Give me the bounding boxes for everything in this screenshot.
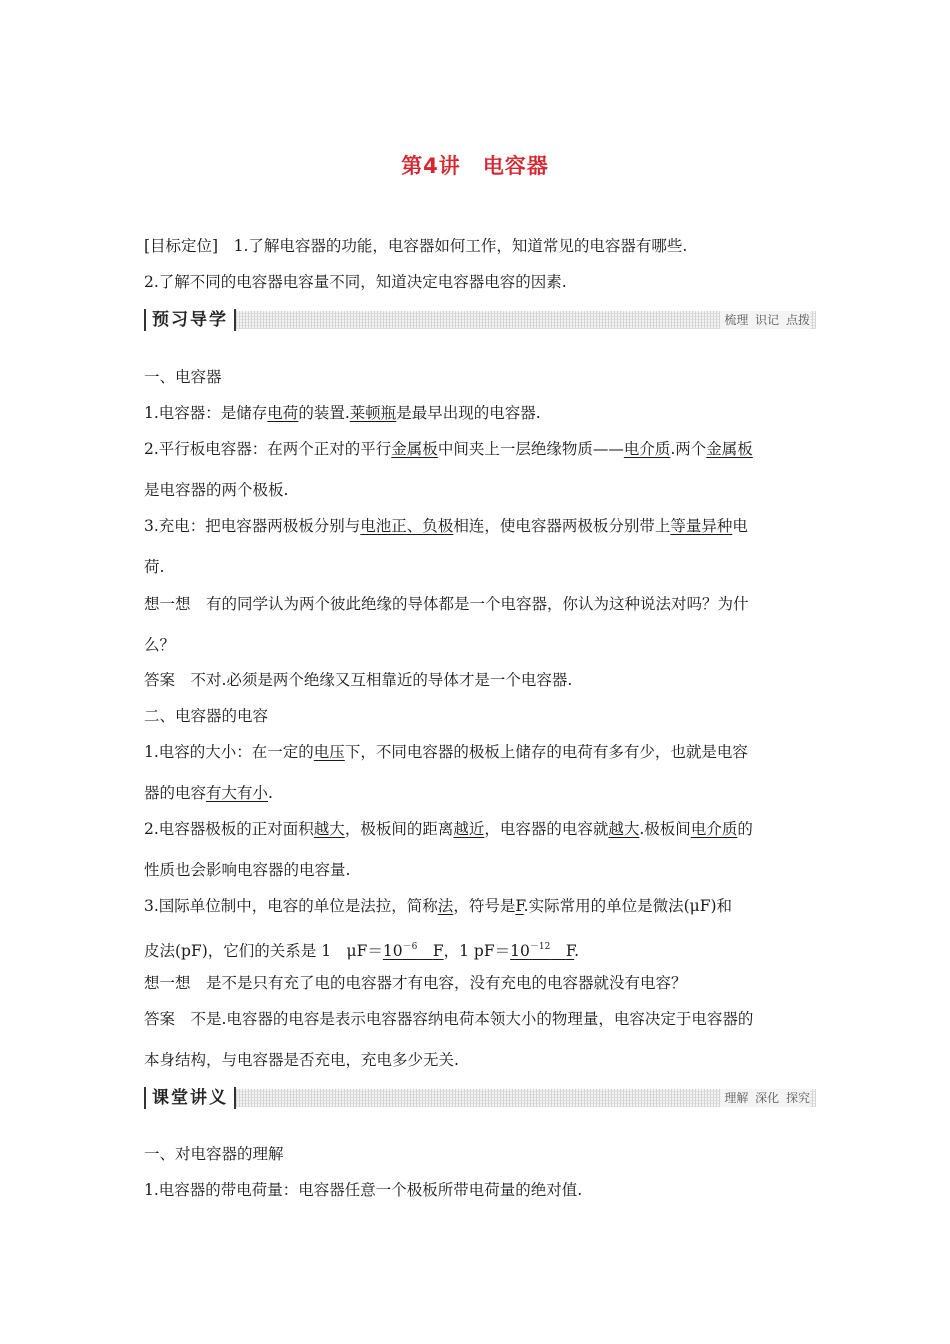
section-heading: 一、电容器 (144, 368, 222, 386)
section-banner-preview (144, 309, 816, 331)
paragraph-continuation: 是电容器的两个极板. (144, 481, 289, 499)
blank-answer: $10^{-6}$ F (382, 942, 444, 960)
blank-answer: 有大有小 (206, 784, 269, 802)
goals-line-2: 2.了解不同的电容器电容量不同，知道决定电容器电容的因素. (144, 273, 567, 291)
blank-answer: 金属板 (706, 440, 753, 458)
banner-tags: 理解 深化 探究 (720, 1089, 810, 1107)
paragraph-continuation: 荷. (144, 558, 165, 576)
blank-answer: F (515, 897, 524, 915)
blank-answer: 电介质 (623, 440, 671, 458)
section-banner-lecture (144, 1087, 816, 1109)
lecture-number: 第4讲 (401, 154, 461, 178)
page-title (0, 150, 950, 180)
paragraph: 1.电容的大小：在一定的电压下，不同电容器的极板上储存的电荷有多有少，也就是电容 (144, 743, 748, 761)
paragraph-continuation: 皮法(pF)，它们的关系是 1 $\mu F=10^{-6}$ F，1 $pF=10^{-12}$ F. (144, 942, 580, 960)
paragraph: 1.电容器：是储存电荷的装置.莱顿瓶是最早出现的电容器. (144, 404, 541, 422)
answer: 答案 不对.必须是两个绝缘又互相靠近的导体才是一个电容器. (144, 671, 573, 689)
banner-tags: 梳理 识记 点拨 (720, 311, 810, 329)
blank-answer: 越近 (453, 820, 485, 838)
banner-label: 预习导学 (144, 309, 236, 331)
blank-answer: 莱顿瓶 (349, 404, 397, 422)
answer: 答案 不是.电容器的电容是表示电容器容纳电荷本领大小的物理量，电容决定于电容器的 (144, 1010, 754, 1028)
lecture-topic: 电容器 (482, 154, 549, 178)
blank-answer: 金属板 (391, 440, 438, 458)
blank-answer: 电介质 (690, 820, 738, 838)
paragraph: 2.电容器极板的正对面积越大，极板间的距离越近，电容器的电容就越大.极板间电介质的 (144, 820, 753, 838)
blank-answer: $10^{-12}$ F (510, 942, 575, 960)
blank-answer: 越大 (313, 820, 345, 838)
paragraph: 2.平行板电容器：在两个正对的平行金属板中间夹上一层绝缘物质——电介质.两个金属板 (144, 440, 753, 458)
blank-answer: 越大 (608, 820, 640, 838)
paragraph-continuation: 器的电容有大有小. (144, 784, 273, 802)
blank-answer: 等量异种 (670, 517, 733, 535)
think-question: 想一想 是不是只有充了电的电容器才有电容，没有充电的电容器就没有电容？ (144, 974, 687, 992)
paragraph: 3.充电：把电容器两极板分别与电池正、负极相连，使电容器两极板分别带上等量异种电 (144, 517, 748, 535)
section-heading: 二、电容器的电容 (144, 707, 269, 725)
blank-answer: 电压 (313, 743, 345, 761)
banner-label: 课堂讲义 (144, 1087, 236, 1109)
paragraph-continuation: 性质也会影响电容器的电容量. (144, 861, 351, 879)
blank-answer: 法 (437, 897, 454, 915)
goals-line-1: [目标定位] 1.了解电容器的功能，电容器如何工作，知道常见的电容器有哪些. (144, 237, 688, 255)
blank-answer: 电池正、负极 (360, 517, 454, 535)
paragraph: 3.国际单位制中，电容的单位是法拉，简称法，符号是F.实际常用的单位是微法(μF)和 (144, 897, 733, 915)
think-question-continuation: 么？ (144, 636, 176, 654)
blank-answer: 电荷 (267, 404, 299, 422)
answer-continuation: 本身结构，与电容器是否充电，充电多少无关. (144, 1051, 459, 1069)
think-question: 想一想 有的同学认为两个彼此绝缘的导体都是一个电容器，你认为这种说法对吗？为什 (144, 595, 749, 613)
section-heading: 一、对电容器的理解 (144, 1145, 284, 1163)
paragraph: 1.电容器的带电荷量：电容器任意一个极板所带电荷量的绝对值. (144, 1181, 583, 1199)
